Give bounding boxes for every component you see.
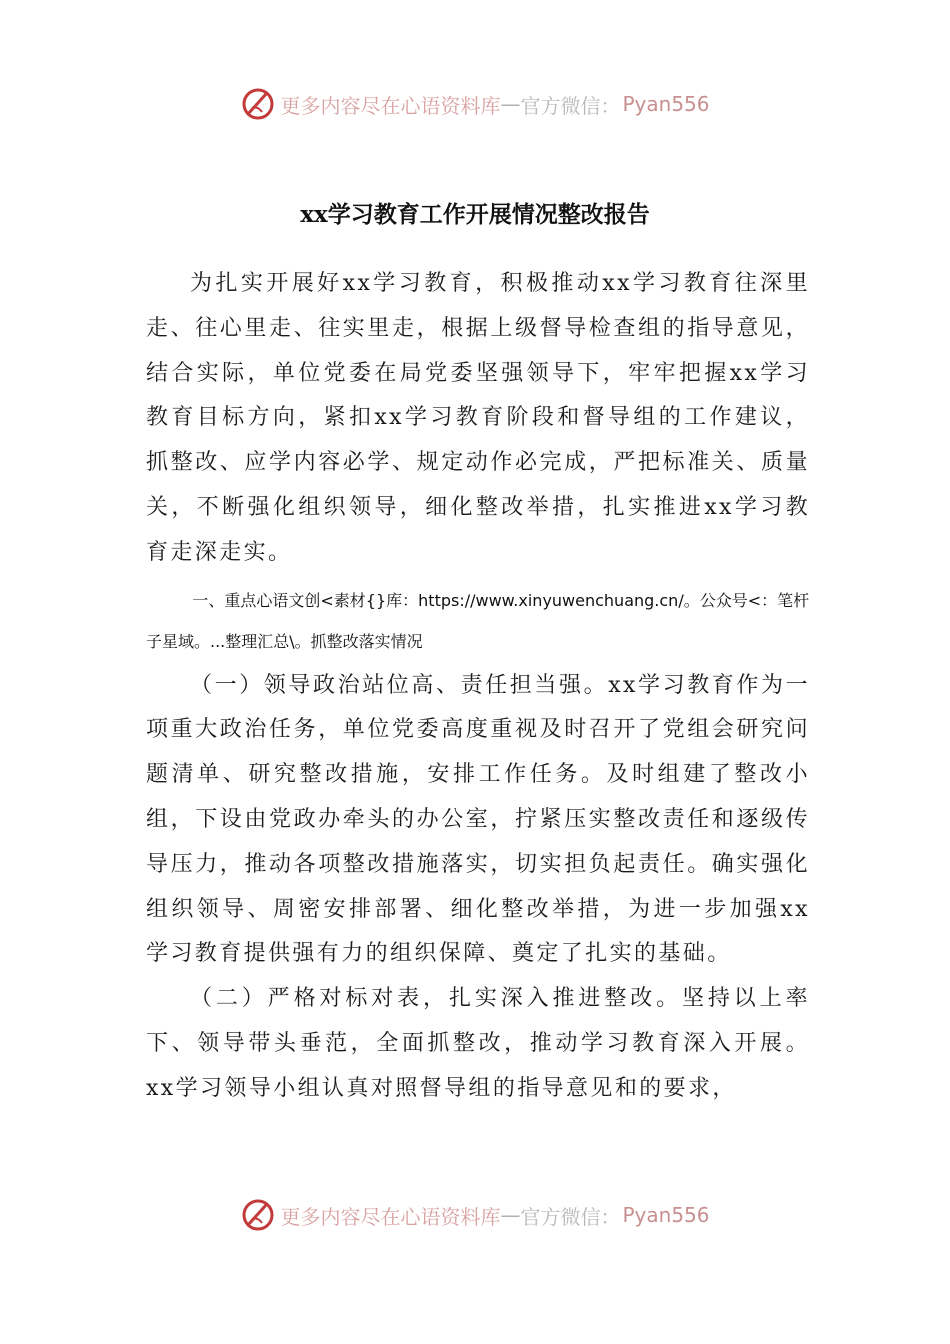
pen-circle-logo-icon <box>240 1197 276 1233</box>
footer-banner <box>0 1193 950 1237</box>
wechat-id: Pyan556 <box>622 92 710 116</box>
banner-separator: — <box>500 92 521 116</box>
wechat-label: 官方微信： <box>520 1204 621 1229</box>
section-heading: 一、重点心语文创<素材{}库：https://www.xinyuwenchuang.cn/。公众号<：笔杆子星域。...整理汇总\。抓整改落实情况 <box>146 590 810 651</box>
wechat-label: 官方微信： <box>520 93 621 118</box>
pen-circle-logo-icon <box>240 86 276 122</box>
intro-paragraph: 为扎实开展好xx学习教育，积极推动xx学习教育往深里走、往心里走、往实里走，根据上级督导检查组的指导意见，结合实际，单位党委在局党委坚强领导下，牢牢把握xx学习教育目标方向，紧扣xx学习教育阶段和督导组的工作建议，抓整改、应学内容必学、规定动作必完成，严把标准关、质量关，不断强化组织领导，细化整改举措，扎实推进xx学习教育走深走实。 <box>146 271 810 565</box>
banner-separator: — <box>500 1203 521 1227</box>
document-body <box>146 262 810 1112</box>
wechat-id: Pyan556 <box>622 1203 710 1227</box>
document-title: xx学习教育工作开展情况整改报告 <box>300 201 650 228</box>
paragraph-1: （一）领导政治站位高、责任担当强。xx学习教育作为一项重大政治任务，单位党委高度重视及时召开了党组会研究问题清单、研究整改措施，安排工作任务。及时组建了整改小组，下设由党政办牵头的办公室，拧紧压实整改责任和逐级传导压力，推动各项整改措施落实，切实担负起责任。确实强化组织领导、周密安排部署、细化整改举措，为进一步加强xx学习教育提供强有力的组织保障、奠定了扎实的基础。 <box>146 672 810 967</box>
promo-text: 更多内容尽在心语资料库 <box>280 1204 501 1229</box>
paragraph-2: （二）严格对标对表，扎实深入推进整改。坚持以上率下、领导带头垂范，全面抓整改，推动学习教育深入开展。xx学习领导小组认真对照督导组的指导意见和的要求， <box>146 986 810 1101</box>
promo-text: 更多内容尽在心语资料库 <box>280 93 501 118</box>
header-banner <box>0 82 950 126</box>
